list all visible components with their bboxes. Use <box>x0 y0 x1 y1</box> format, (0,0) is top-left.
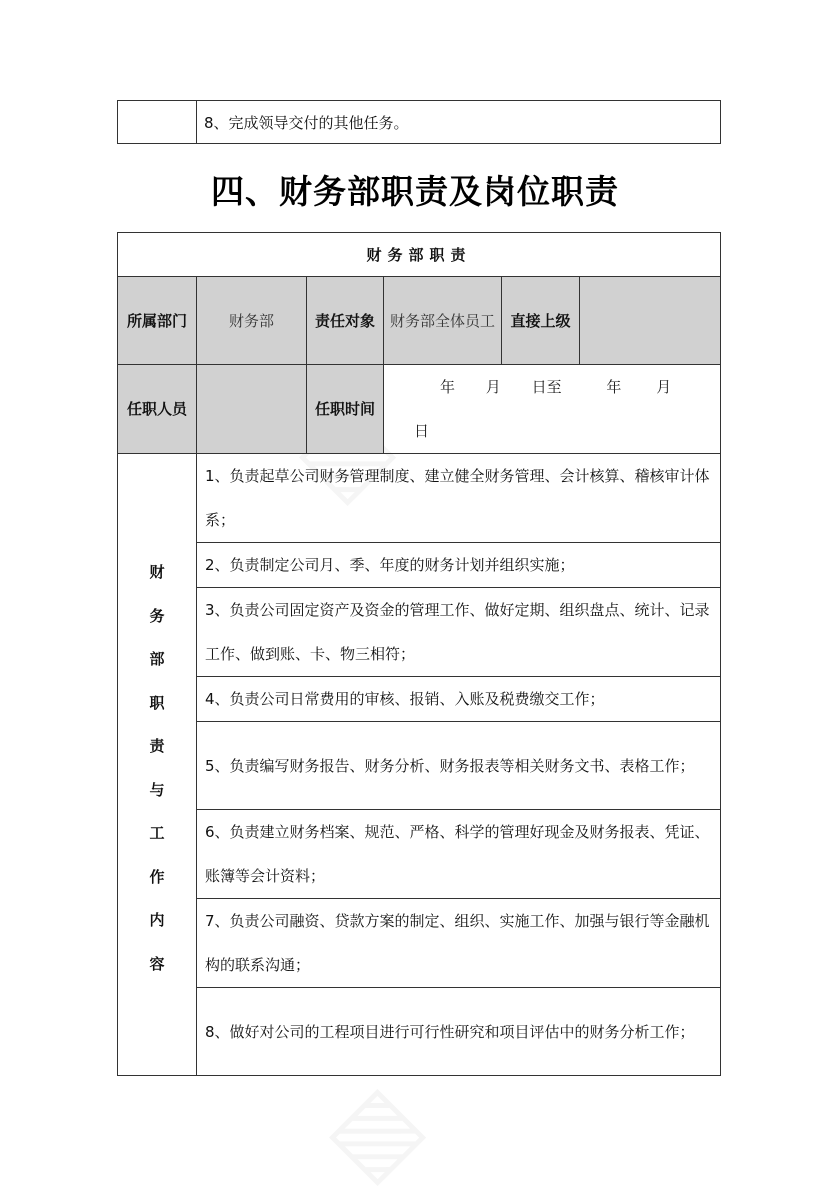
side-char: 财 <box>149 563 165 581</box>
period-day-to: 日至 <box>531 378 562 396</box>
side-char: 务 <box>149 606 165 625</box>
superior-label: 直接上级 <box>502 277 580 365</box>
duty-item-5: 5、负责编写财务报告、财务分析、财务报表等相关财务文书、表格工作； <box>197 722 721 810</box>
dept-label: 所属部门 <box>118 277 197 365</box>
person-label: 任职人员 <box>118 365 197 454</box>
period-day-2: 日 <box>414 422 430 440</box>
side-char: 职 <box>149 693 165 712</box>
person-value <box>197 365 307 454</box>
duty-item-3: 3、负责公司固定资产及资金的管理工作、做好定期、组织盘点、统计、记录工作、做到账、卡、物三相符； <box>197 588 721 677</box>
target-value: 财务部全体员工 <box>384 277 502 365</box>
side-char: 作 <box>149 867 165 886</box>
table-header: 财务部职责 <box>118 233 721 277</box>
period-month-2: 月 <box>656 378 672 396</box>
empty-cell <box>118 101 197 144</box>
side-char: 内 <box>149 911 165 929</box>
duty-item-8: 8、做好对公司的工程项目进行可行性研究和项目评估中的财务分析工作； <box>197 988 721 1076</box>
duty-item-6: 6、负责建立财务档案、规范、严格、科学的管理好现金及财务报表、凭证、账簿等会计资料； <box>197 810 721 899</box>
previous-duty-item: 8、完成领导交付的其他任务。 <box>197 101 721 144</box>
side-char: 工 <box>149 824 165 842</box>
side-char: 与 <box>149 780 165 799</box>
period-month-1: 月 <box>485 378 501 396</box>
duty-item-4: 4、负责公司日常费用的审核、报销、入账及税费缴交工作； <box>197 677 721 722</box>
watermark <box>305 1065 439 1199</box>
side-char: 责 <box>149 737 165 755</box>
period-year-1: 年 <box>440 378 456 396</box>
period-year-2: 年 <box>606 378 622 396</box>
page-title: 四、财务部职责及岗位职责 <box>211 172 619 211</box>
duty-item-7: 7、负责公司融资、贷款方案的制定、组织、实施工作、加强与银行等金融机构的联系沟通； <box>197 899 721 988</box>
duty-item-2: 2、负责制定公司月、季、年度的财务计划并组织实施； <box>197 543 721 588</box>
target-label: 责任对象 <box>307 277 384 365</box>
period-value <box>384 365 721 454</box>
side-char: 部 <box>149 650 165 668</box>
side-char: 容 <box>149 954 165 973</box>
previous-table-tail <box>117 100 721 144</box>
dept-value: 财务部 <box>197 277 307 365</box>
duty-item-1: 1、负责起草公司财务管理制度、建立健全财务管理、会计核算、稽核审计体系； <box>197 454 721 543</box>
period-label: 任职时间 <box>307 365 384 454</box>
duties-side-label <box>118 454 197 1076</box>
duties-table <box>117 232 721 1076</box>
superior-value <box>580 277 721 365</box>
